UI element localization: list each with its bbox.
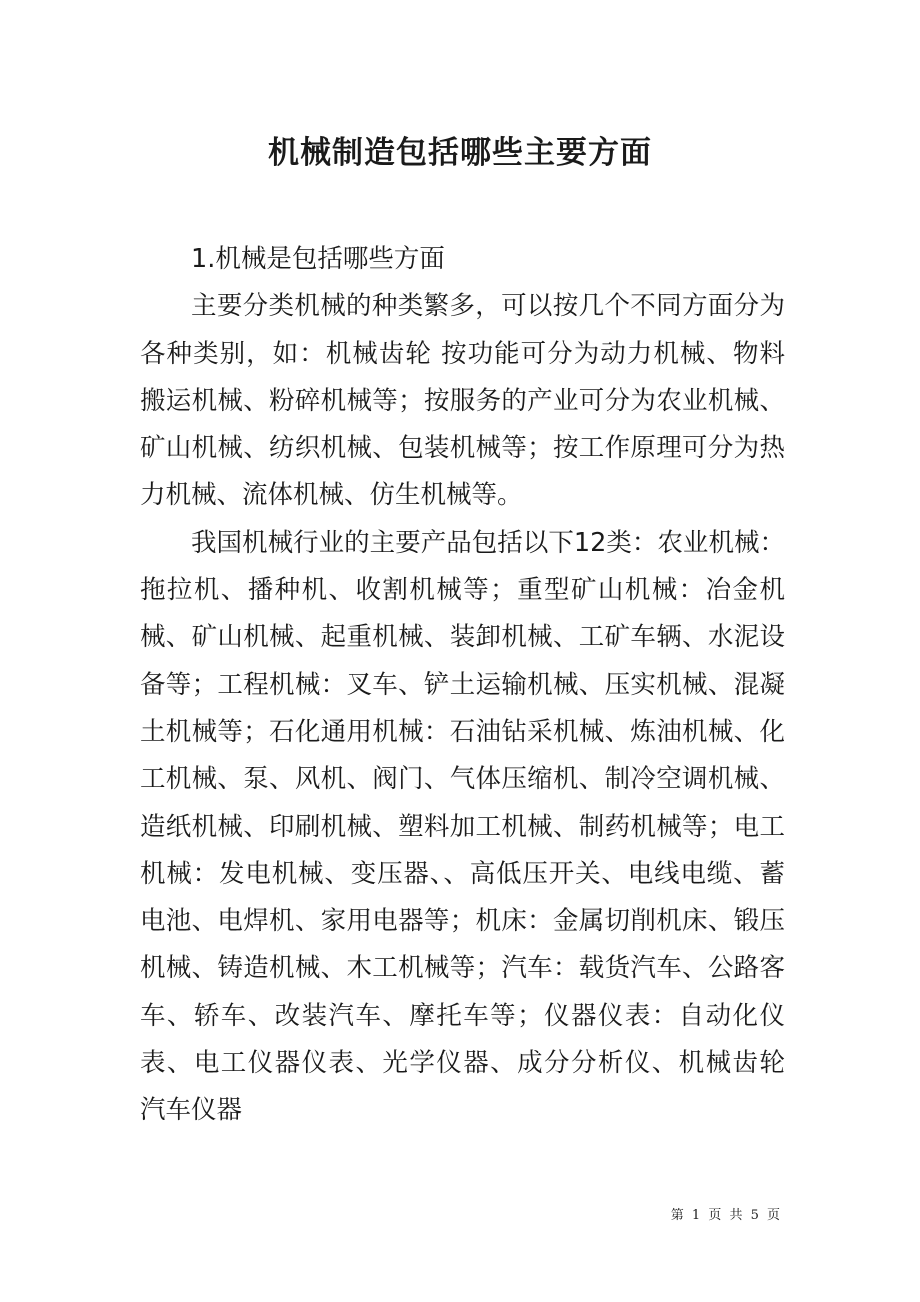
paragraph-classification: 主要分类机械的种类繁多，可以按几个不同方面分为各种类别，如：机械齿轮 按功能可分为动力机械、物料搬运机械、粉碎机械等；按服务的产业可分为农业机械、矿山机械、纺织机械、包装机械等；按工作原理可分为热力机械、流体机械、仿生机械等。 xyxy=(140,291,785,511)
page-footer xyxy=(0,1204,782,1228)
page-number: 第 1 页 共 5 页 xyxy=(670,1208,782,1223)
document-title: 机械制造包括哪些主要方面 xyxy=(268,135,652,171)
paragraph-product-categories: 我国机械行业的主要产品包括以下12类：农业机械：拖拉机、播种机、收割机械等；重型矿山机械：冶金机械、矿山机械、起重机械、装卸机械、工矿车辆、水泥设备等；工程机械：叉车、铲土运输机械、压实机械、混凝土机械等；石化通用机械：石油钻采机械、炼油机械、化工机械、泵、风机、阀门、气体压缩机、制冷空调机械、造纸机械、印刷机械、塑料加工机械、制药机械等；电工机械：发电机械、变压器、、高低压开关、电线电缆、蓄电池、电焊机、家用电器等；机床：金属切削机床、锻压机械、铸造机械、木工机械等；汽车：载货汽车、公路客车、轿车、改装汽车、摩托车等；仪器仪表：自动化仪表、电工仪器仪表、光学仪器、成分分析仪、机械齿轮 汽车仪器 xyxy=(140,527,785,1126)
paragraph-section-heading: 1.机械是包括哪些方面 xyxy=(191,244,445,274)
document-body xyxy=(140,236,785,1135)
